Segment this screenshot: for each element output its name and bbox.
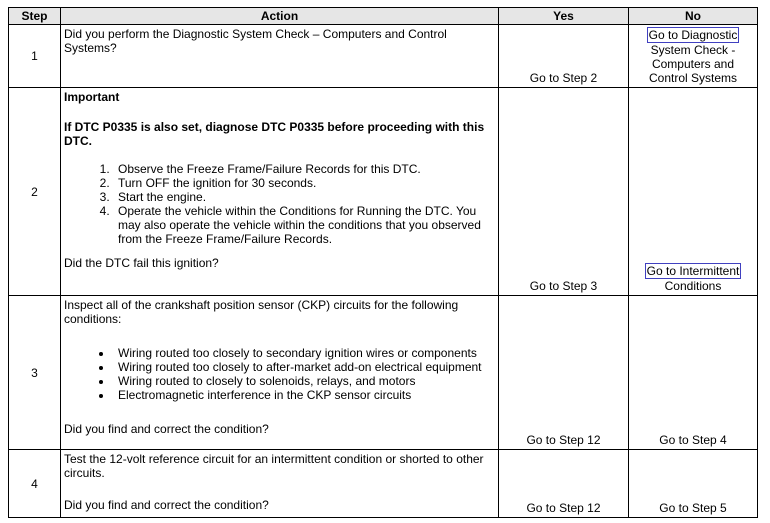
action-cell — [61, 450, 499, 518]
yes-cell: Go to Step 3 — [499, 88, 629, 296]
important-label: Important — [64, 90, 120, 104]
no-cell — [629, 88, 758, 296]
step-number: 4 — [9, 450, 61, 518]
question-text: Did the DTC fail this ignition? — [64, 256, 219, 270]
list-item: • Wiring routed to closely to solenoids, relays, and motors — [113, 374, 495, 388]
step-number: 1 — [9, 25, 61, 88]
intro-text: Test the 12-volt reference circuit for an intermittent condition or shorted to other circuits. — [64, 452, 484, 480]
action-cell — [61, 25, 499, 88]
question-text: Did you find and correct the condition? — [64, 422, 269, 436]
no-cell-text: Conditions — [664, 279, 722, 293]
conditions-list — [64, 346, 495, 402]
yes-cell: Go to Step 2 — [499, 25, 629, 88]
diagnostic-table — [8, 7, 758, 518]
step-number: 3 — [9, 296, 61, 450]
list-item: • Electromagnetic interference in the CKP sensor circuits — [113, 388, 495, 402]
question-text: Did you find and correct the condition? — [64, 498, 269, 512]
list-item: 2. Turn OFF the ignition for 30 seconds. — [113, 176, 495, 190]
table-row — [9, 296, 758, 450]
no-cell-text: System Check - Computers and Control Systems — [648, 43, 738, 85]
header-row — [9, 8, 758, 25]
table-row — [9, 88, 758, 296]
table-row — [9, 450, 758, 518]
procedure-list — [64, 162, 495, 246]
action-cell — [61, 88, 499, 296]
list-item: • Wiring routed too closely to after-market add-on electrical equipment — [113, 360, 495, 374]
question-text: Did you perform the Diagnostic System Check – Computers and Control Systems? — [64, 27, 447, 55]
diagnostic-system-check-link[interactable]: Go to Diagnostic — [648, 28, 738, 42]
intro-text: Inspect all of the crankshaft position sensor (CKP) circuits for the following conditions: — [64, 298, 459, 326]
header-yes: Yes — [499, 8, 629, 25]
yes-cell: Go to Step 12 — [499, 450, 629, 518]
header-step: Step — [9, 8, 61, 25]
intermittent-conditions-link[interactable]: Go to Intermittent — [646, 264, 740, 278]
no-cell — [629, 25, 758, 88]
header-action: Action — [61, 8, 499, 25]
list-item: 1. Observe the Freeze Frame/Failure Records for this DTC. — [113, 162, 495, 176]
yes-cell: Go to Step 12 — [499, 296, 629, 450]
action-cell — [61, 296, 499, 450]
header-no: No — [629, 8, 758, 25]
no-cell: Go to Step 4 — [629, 296, 758, 450]
step-number: 2 — [9, 88, 61, 296]
list-item: 3. Start the engine. — [113, 190, 495, 204]
list-item: • Wiring routed too closely to secondary ignition wires or components — [113, 346, 495, 360]
important-text: If DTC P0335 is also set, diagnose DTC P0335 before proceeding with this DTC. — [64, 120, 485, 148]
no-cell: Go to Step 5 — [629, 450, 758, 518]
list-item: 4. Operate the vehicle within the Conditions for Running the DTC. You may also operate the vehicle within the conditions that you observed from the Freeze Frame/Failure Records. — [113, 204, 495, 246]
table-row — [9, 25, 758, 88]
